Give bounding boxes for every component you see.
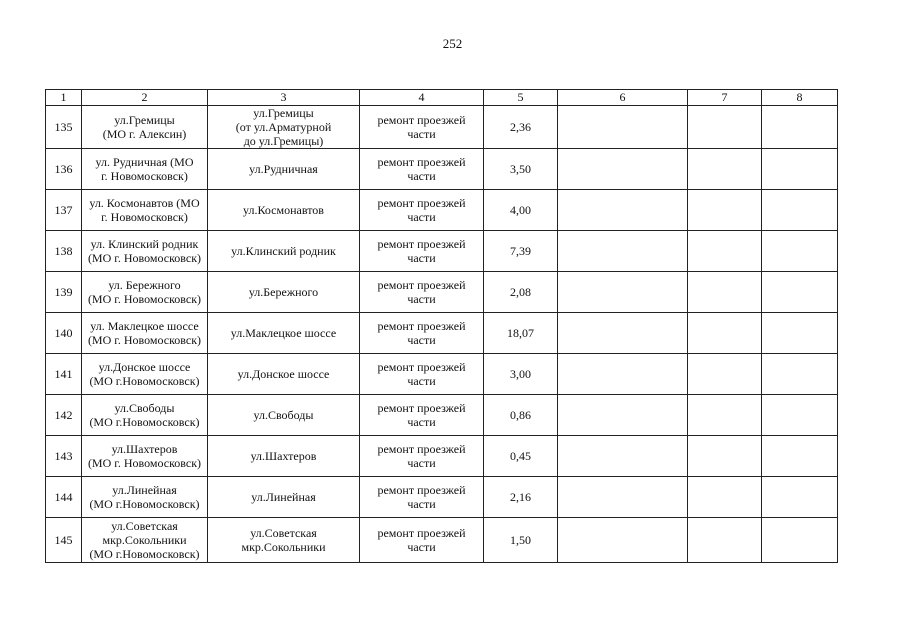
object-name-cell <box>82 106 208 149</box>
object-name-cell-line: ул. Клинский родник <box>90 237 199 251</box>
table-row <box>46 395 838 436</box>
work-type-cell <box>360 395 484 436</box>
column-8-cell <box>762 395 838 436</box>
table-body <box>46 106 838 563</box>
column-6-cell <box>558 313 688 354</box>
object-name-cell-line: (МО г. Новомосковск) <box>87 456 202 470</box>
object-name-cell <box>82 477 208 518</box>
work-type-cell <box>360 436 484 477</box>
length-cell: 1,50 <box>484 518 558 563</box>
column-6-cell <box>558 231 688 272</box>
work-type-cell-line: части <box>407 333 436 347</box>
road-section-cell-line: ул.Клинский родник <box>231 244 336 258</box>
length-cell: 3,00 <box>484 354 558 395</box>
work-type-cell-line: ремонт проезжей <box>377 483 466 497</box>
length-cell: 4,00 <box>484 190 558 231</box>
column-number-header: 6 <box>558 90 688 106</box>
column-6-cell <box>558 436 688 477</box>
column-number-header: 4 <box>360 90 484 106</box>
column-6-cell <box>558 190 688 231</box>
work-type-cell-line: части <box>407 169 436 183</box>
column-8-cell <box>762 313 838 354</box>
work-type-cell-line: части <box>407 540 436 554</box>
work-type-cell <box>360 272 484 313</box>
work-type-cell-line: ремонт проезжей <box>377 196 466 210</box>
table-row <box>46 518 838 563</box>
column-8-cell <box>762 190 838 231</box>
road-section-cell-line: ул.Гремицы <box>253 106 314 120</box>
column-7-cell <box>688 313 762 354</box>
work-type-cell-line: части <box>407 497 436 511</box>
table-row <box>46 106 838 149</box>
work-type-cell-line: ремонт проезжей <box>377 278 466 292</box>
row-number-cell: 145 <box>46 518 82 563</box>
work-type-cell-line: части <box>407 374 436 388</box>
road-section-cell-line: ул.Шахтеров <box>250 449 317 463</box>
object-name-cell-line: (МО г. Новомосковск) <box>87 292 202 306</box>
road-section-cell <box>208 354 360 395</box>
road-section-cell <box>208 518 360 563</box>
column-7-cell <box>688 436 762 477</box>
work-type-cell-line: части <box>407 210 436 224</box>
row-number-cell: 138 <box>46 231 82 272</box>
road-section-cell <box>208 313 360 354</box>
work-type-cell <box>360 354 484 395</box>
work-type-cell-line: части <box>407 456 436 470</box>
column-7-cell <box>688 354 762 395</box>
road-section-cell <box>208 272 360 313</box>
work-type-cell <box>360 231 484 272</box>
object-name-cell <box>82 313 208 354</box>
object-name-cell-line: ул. Рудничная (МО <box>95 155 194 169</box>
work-type-cell-line: ремонт проезжей <box>377 401 466 415</box>
object-name-cell-line: г. Новомосковск) <box>101 210 188 224</box>
road-section-cell-line: ул.Свободы <box>253 408 314 422</box>
road-section-cell <box>208 149 360 190</box>
road-section-cell-line: ул.Космонавтов <box>243 203 324 217</box>
table-row <box>46 231 838 272</box>
object-name-cell-line: (МО г.Новомосковск) <box>89 374 200 388</box>
road-section-cell <box>208 190 360 231</box>
column-8-cell <box>762 149 838 190</box>
work-type-cell-line: ремонт проезжей <box>377 319 466 333</box>
column-number-header: 5 <box>484 90 558 106</box>
length-cell: 0,45 <box>484 436 558 477</box>
column-8-cell <box>762 106 838 149</box>
column-6-cell <box>558 106 688 149</box>
column-8-cell <box>762 354 838 395</box>
column-7-cell <box>688 272 762 313</box>
length-cell: 3,50 <box>484 149 558 190</box>
work-type-cell <box>360 190 484 231</box>
row-number-cell: 143 <box>46 436 82 477</box>
column-6-cell <box>558 395 688 436</box>
column-8-cell <box>762 436 838 477</box>
object-name-cell-line: (МО г. Алексин) <box>102 127 187 141</box>
table-row <box>46 190 838 231</box>
page-number: 252 <box>442 36 463 51</box>
row-number-cell: 141 <box>46 354 82 395</box>
road-repair-table <box>45 89 838 563</box>
object-name-cell-line: (МО г.Новомосковск) <box>89 415 200 429</box>
work-type-cell <box>360 477 484 518</box>
road-section-cell-line: ул.Бережного <box>248 285 319 299</box>
column-number-header: 1 <box>46 90 82 106</box>
column-7-cell <box>688 106 762 149</box>
column-7-cell <box>688 190 762 231</box>
work-type-cell <box>360 313 484 354</box>
object-name-cell-line: (МО г.Новомосковск) <box>89 497 200 511</box>
work-type-cell <box>360 106 484 149</box>
column-7-cell <box>688 231 762 272</box>
row-number-cell: 140 <box>46 313 82 354</box>
length-cell: 2,16 <box>484 477 558 518</box>
column-number-header: 7 <box>688 90 762 106</box>
table-row <box>46 149 838 190</box>
row-number-cell: 139 <box>46 272 82 313</box>
road-section-cell-line: мкр.Сокольники <box>241 540 326 554</box>
column-8-cell <box>762 477 838 518</box>
object-name-cell <box>82 272 208 313</box>
work-type-cell-line: ремонт проезжей <box>377 526 466 540</box>
road-section-cell-line: ул.Донское шоссе <box>237 367 330 381</box>
table-row <box>46 354 838 395</box>
object-name-cell-line: ул. Маклецкое шоссе <box>90 319 199 333</box>
table-row <box>46 272 838 313</box>
road-section-cell-line: ул.Маклецкое шоссе <box>230 326 337 340</box>
work-type-cell-line: ремонт проезжей <box>377 113 466 127</box>
table-row <box>46 313 838 354</box>
column-6-cell <box>558 354 688 395</box>
road-section-cell-line: ул.Советская <box>250 526 317 540</box>
work-type-cell-line: части <box>407 251 436 265</box>
object-name-cell <box>82 231 208 272</box>
column-7-cell <box>688 395 762 436</box>
column-6-cell <box>558 477 688 518</box>
column-6-cell <box>558 149 688 190</box>
road-section-cell-line: ул.Линейная <box>251 490 316 504</box>
object-name-cell-line: ул.Донское шоссе <box>98 360 191 374</box>
row-number-cell: 136 <box>46 149 82 190</box>
road-section-cell <box>208 106 360 149</box>
work-type-cell <box>360 149 484 190</box>
length-cell: 2,36 <box>484 106 558 149</box>
object-name-cell-line: ул.Гремицы <box>114 113 175 127</box>
object-name-cell <box>82 436 208 477</box>
column-number-header: 3 <box>208 90 360 106</box>
row-number-cell: 137 <box>46 190 82 231</box>
object-name-cell-line: ул.Свободы <box>114 401 175 415</box>
object-name-cell <box>82 149 208 190</box>
table-row <box>46 436 838 477</box>
road-section-cell-line: ул.Рудничная <box>249 162 318 176</box>
object-name-cell <box>82 518 208 563</box>
work-type-cell-line: ремонт проезжей <box>377 360 466 374</box>
object-name-cell-line: ул.Линейная <box>112 483 177 497</box>
column-7-cell <box>688 477 762 518</box>
road-section-cell <box>208 395 360 436</box>
object-name-cell-line: ул.Шахтеров <box>111 442 178 456</box>
work-type-cell-line: ремонт проезжей <box>377 442 466 456</box>
road-section-cell-line: (от ул.Арматурной <box>235 120 332 134</box>
object-name-cell-line: (МО г. Новомосковск) <box>87 251 202 265</box>
work-type-cell-line: части <box>407 415 436 429</box>
column-6-cell <box>558 272 688 313</box>
column-7-cell <box>688 149 762 190</box>
work-type-cell-line: ремонт проезжей <box>377 155 466 169</box>
road-section-cell-line: до ул.Гремицы) <box>243 134 324 148</box>
table-row <box>46 477 838 518</box>
length-cell: 2,08 <box>484 272 558 313</box>
column-8-cell <box>762 231 838 272</box>
row-number-cell: 142 <box>46 395 82 436</box>
column-number-header: 8 <box>762 90 838 106</box>
object-name-cell-line: г. Новомосковск) <box>101 169 188 183</box>
work-type-cell-line: части <box>407 127 436 141</box>
road-section-cell <box>208 231 360 272</box>
column-7-cell <box>688 518 762 563</box>
length-cell: 7,39 <box>484 231 558 272</box>
length-cell: 0,86 <box>484 395 558 436</box>
column-6-cell <box>558 518 688 563</box>
road-section-cell <box>208 436 360 477</box>
column-number-header: 2 <box>82 90 208 106</box>
column-number-header-row <box>46 90 838 106</box>
length-cell: 18,07 <box>484 313 558 354</box>
work-type-cell-line: части <box>407 292 436 306</box>
row-number-cell: 144 <box>46 477 82 518</box>
object-name-cell-line: (МО г. Новомосковск) <box>87 333 202 347</box>
column-8-cell <box>762 518 838 563</box>
road-section-cell <box>208 477 360 518</box>
object-name-cell <box>82 354 208 395</box>
object-name-cell-line: ул. Бережного <box>108 278 181 292</box>
work-type-cell-line: ремонт проезжей <box>377 237 466 251</box>
object-name-cell <box>82 190 208 231</box>
object-name-cell-line: ул.Советская <box>111 519 178 533</box>
object-name-cell <box>82 395 208 436</box>
row-number-cell: 135 <box>46 106 82 149</box>
column-8-cell <box>762 272 838 313</box>
work-type-cell <box>360 518 484 563</box>
object-name-cell-line: (МО г.Новомосковск) <box>89 547 200 561</box>
object-name-cell-line: ул. Космонавтов (МО <box>89 196 200 210</box>
object-name-cell-line: мкр.Сокольники <box>102 533 187 547</box>
